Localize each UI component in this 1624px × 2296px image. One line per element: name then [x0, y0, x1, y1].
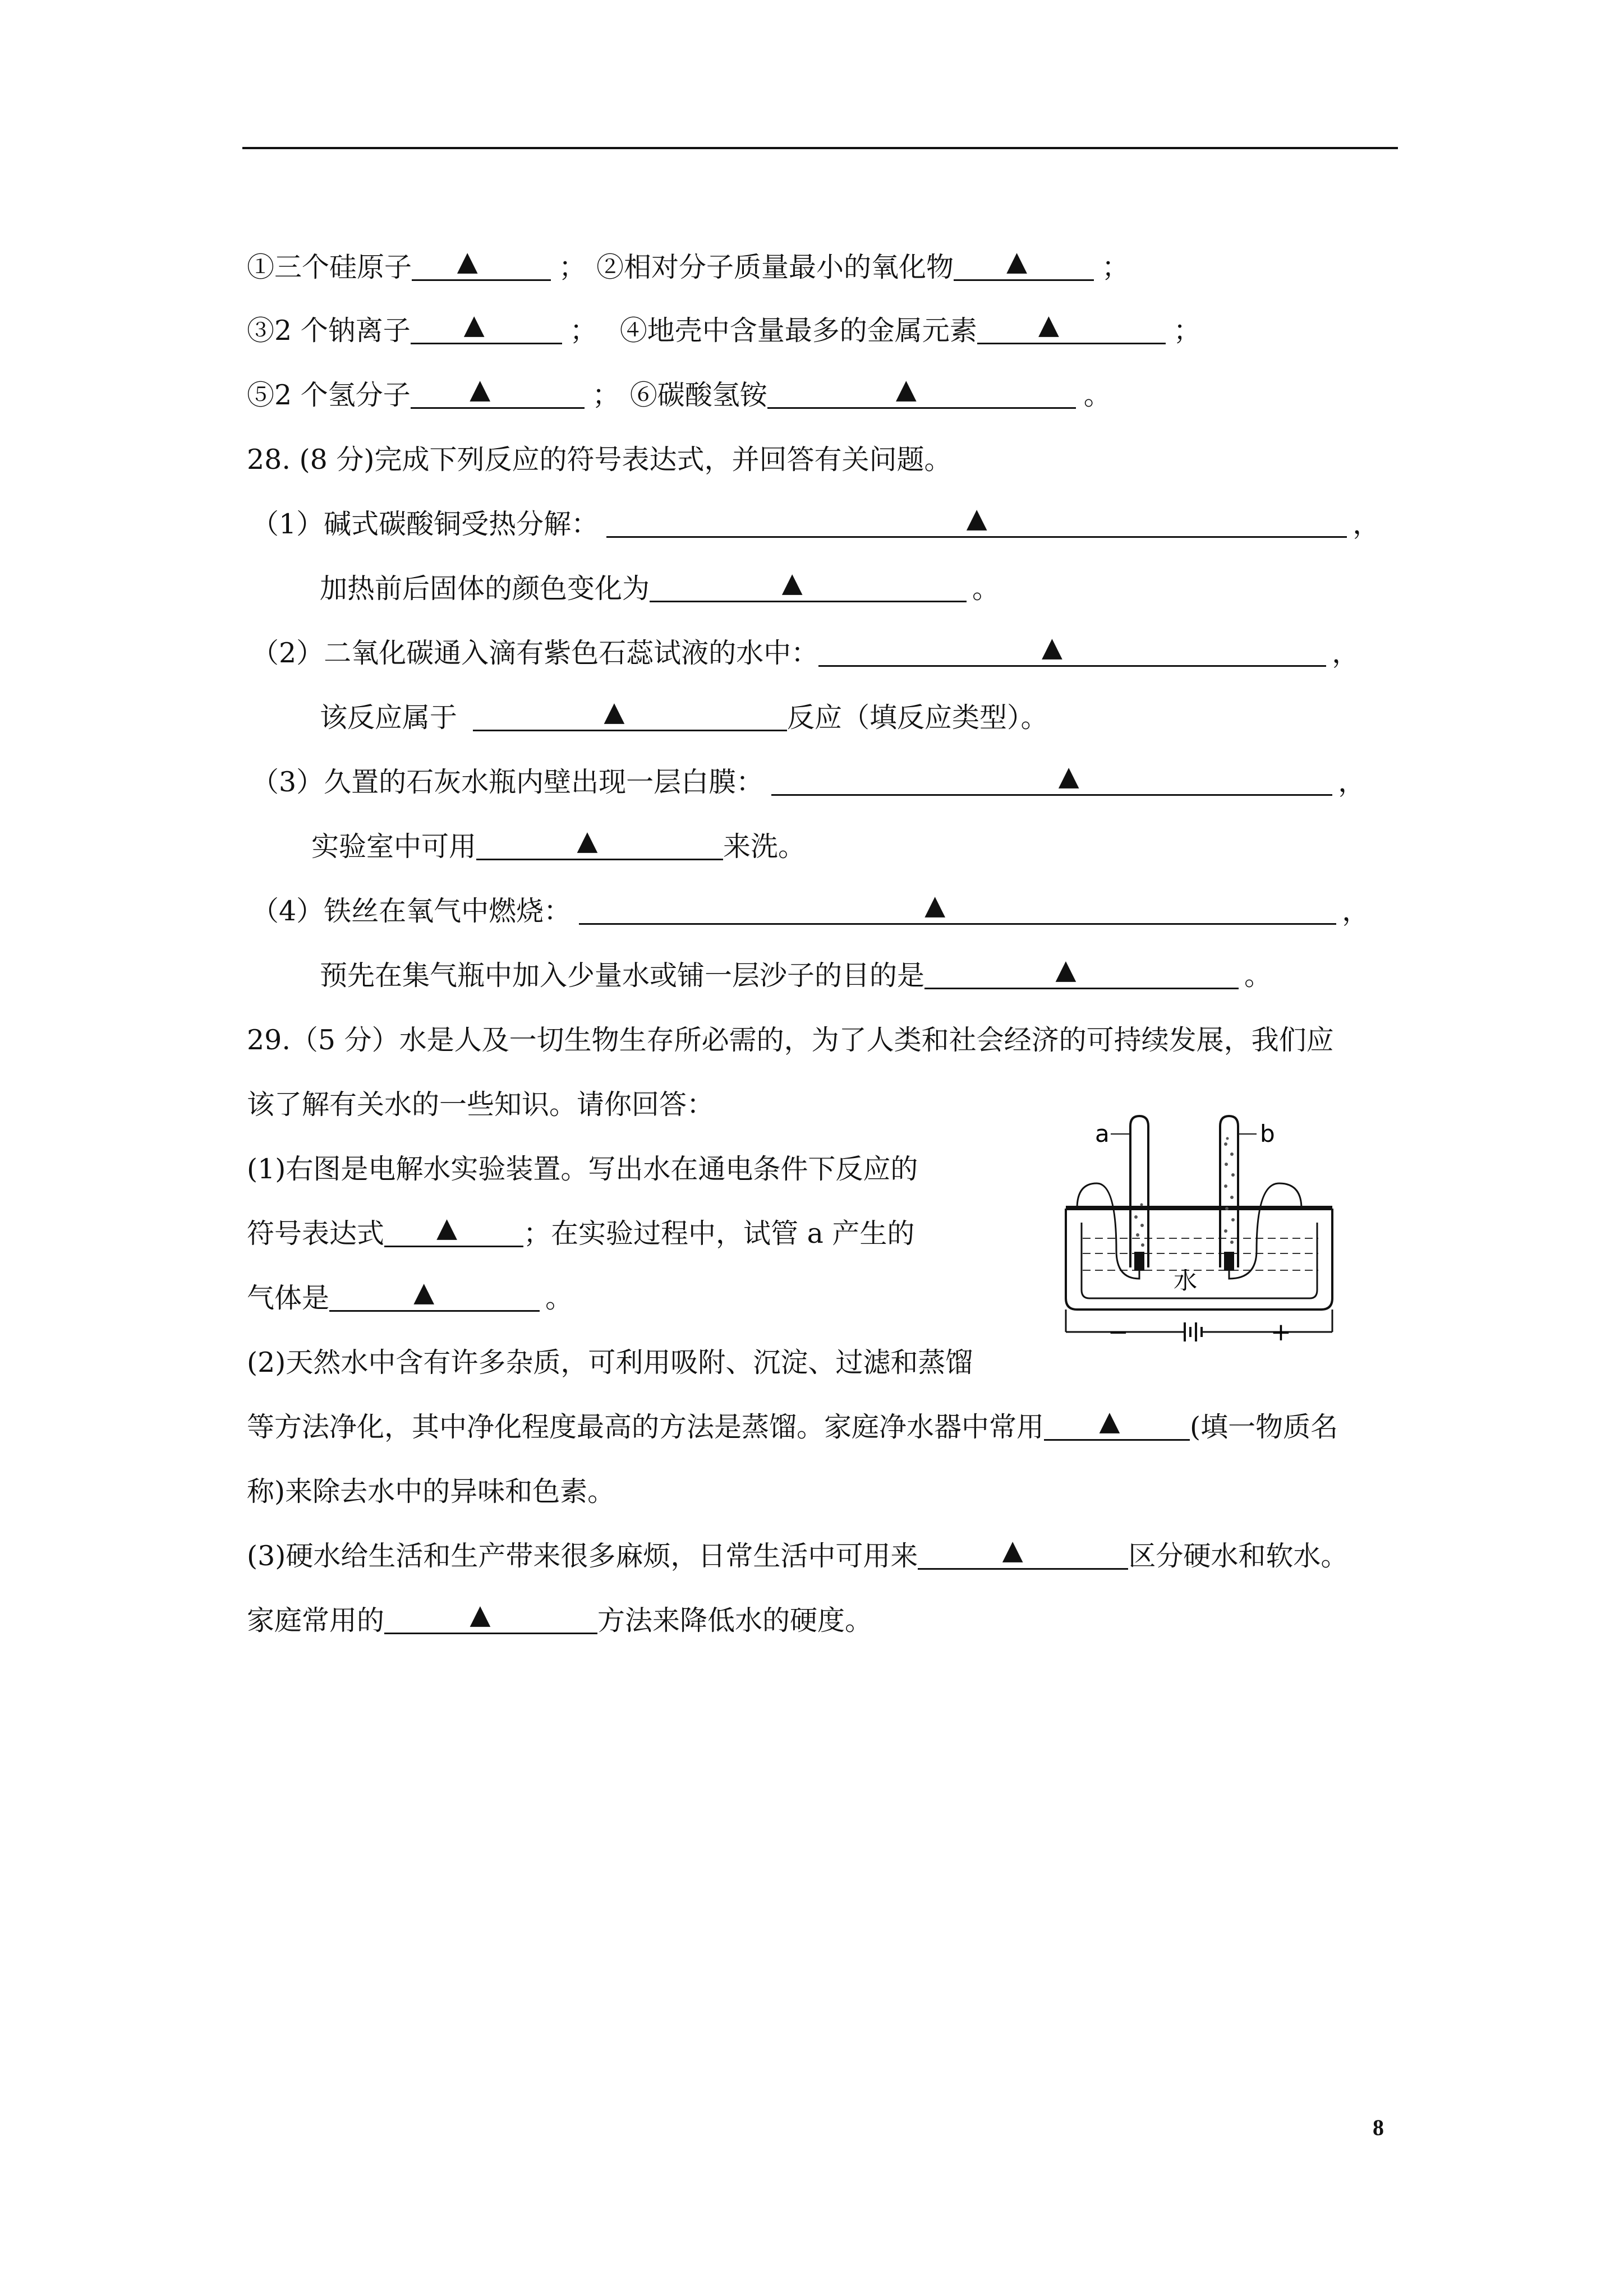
- answer-blank[interactable]: [771, 760, 1332, 796]
- q27-item-6: ⑥碳酸氢铵: [629, 379, 767, 411]
- minus-terminal-label: −: [1108, 1318, 1129, 1347]
- blank-triangle-icon: ▲: [895, 374, 917, 405]
- blank-triangle-icon: ▲: [470, 1599, 491, 1630]
- blank-triangle-icon: ▲: [1042, 631, 1062, 663]
- answer-blank[interactable]: [918, 1534, 1128, 1570]
- q28-part-3b: 实验室中可用 ▲ 来洗。: [311, 825, 806, 863]
- answer-blank[interactable]: [1044, 1405, 1190, 1441]
- answer-blank[interactable]: [384, 1599, 597, 1634]
- blank-triangle-icon: ▲: [966, 502, 987, 534]
- q29-part-3a: (3)硬水给生活和生产带来很多麻烦，日常生活中可用来 ▲ 区分硬水和软水。: [247, 1534, 1349, 1572]
- q27-item-5: ⑤2 个氢分子: [247, 379, 411, 411]
- q27-item-1: ①三个硅原子: [247, 251, 412, 283]
- answer-blank[interactable]: [818, 631, 1326, 667]
- blank-triangle-icon: ▲: [457, 246, 478, 277]
- q29-title-2: 该了解有关水的一些知识。请你回答：: [247, 1089, 715, 1121]
- tube-b-label: b: [1260, 1120, 1275, 1147]
- q29-title-1: 29.（5 分）水是人及一切生物生存所必需的，为了人类和社会经济的可持续发展，我们应: [247, 1024, 1334, 1056]
- water-trough: [1066, 1209, 1332, 1310]
- answer-blank[interactable]: [767, 374, 1076, 409]
- q28-part-1b: 加热前后固体的颜色变化为 ▲ 。: [320, 567, 1000, 605]
- answer-blank[interactable]: [476, 825, 723, 860]
- answer-blank[interactable]: [606, 502, 1347, 538]
- blank-triangle-icon: ▲: [1002, 1534, 1023, 1566]
- q27-item-2: ②相对分子质量最小的氧化物: [596, 251, 954, 283]
- battery-icon: [1185, 1322, 1202, 1341]
- q27-item-4: ④地壳中含量最多的金属元素: [619, 315, 977, 347]
- page-number: 8: [1373, 2115, 1384, 2140]
- q28-title: 28. (8 分)完成下列反应的符号表达式，并回答有关问题。: [247, 444, 952, 476]
- electrode-a: [1134, 1252, 1144, 1271]
- blank-triangle-icon: ▲: [781, 567, 803, 598]
- q28-part-1: （1）碱式碳酸铜受热分解： ▲ ，: [251, 502, 1381, 540]
- blank-triangle-icon: ▲: [436, 1212, 458, 1243]
- q28-part-4: （4）铁丝在氧气中燃烧： ▲ ，: [251, 889, 1370, 927]
- answer-blank[interactable]: [650, 567, 967, 602]
- q29-part-1c: 气体是 ▲ 。: [247, 1276, 573, 1314]
- blank-triangle-icon: ▲: [924, 889, 946, 921]
- q29-part-3b: 家庭常用的 ▲ 方法来降低水的硬度。: [247, 1599, 873, 1636]
- answer-blank[interactable]: [411, 309, 562, 344]
- electrolysis-apparatus-figure: [1055, 1110, 1352, 1352]
- blank-triangle-icon: ▲: [1055, 954, 1076, 985]
- answer-blank[interactable]: [412, 246, 551, 281]
- answer-blank[interactable]: [411, 374, 585, 409]
- answer-blank[interactable]: [924, 954, 1239, 989]
- blank-triangle-icon: ▲: [470, 374, 491, 405]
- blank-triangle-icon: ▲: [604, 696, 625, 727]
- tube-a-label: a: [1095, 1120, 1110, 1147]
- q27-item-3: ③2 个钠离子: [247, 315, 411, 347]
- answer-blank[interactable]: [977, 309, 1166, 344]
- plus-terminal-label: +: [1271, 1318, 1291, 1347]
- blank-triangle-icon: ▲: [1058, 760, 1079, 792]
- q29-part-2b: 等方法净化，其中净化程度最高的方法是蒸馏。家庭净水器中常用 ▲ (填一物质名: [247, 1405, 1338, 1443]
- q28-part-2: （2）二氧化碳通入滴有紫色石蕊试液的水中： ▲ ，: [251, 631, 1360, 669]
- water-label: 水: [1174, 1267, 1198, 1294]
- header-rule: [242, 147, 1398, 149]
- answer-blank[interactable]: [579, 889, 1336, 925]
- q29-part-1a: (1)右图是电解水实验装置。写出水在通电条件下反应的: [247, 1153, 918, 1185]
- answer-blank[interactable]: [329, 1276, 540, 1312]
- blank-triangle-icon: ▲: [1099, 1405, 1120, 1437]
- blank-triangle-icon: ▲: [463, 309, 485, 340]
- q27-line-2: ③2 个钠离子 ▲ ； ④地壳中含量最多的金属元素 ▲ ；: [247, 309, 1201, 347]
- blank-triangle-icon: ▲: [413, 1276, 435, 1308]
- test-tube-a: [1130, 1116, 1148, 1267]
- test-tube-b: [1220, 1116, 1238, 1267]
- electrode-b: [1224, 1252, 1234, 1271]
- q28-part-3: （3）久置的石灰水瓶内壁出现一层白膜： ▲ ，: [251, 760, 1366, 798]
- q29-part-2a: (2)天然水中含有许多杂质，可利用吸附、沉淀、过滤和蒸馏: [247, 1347, 973, 1378]
- blank-triangle-icon: ▲: [1006, 246, 1028, 277]
- answer-blank[interactable]: [954, 246, 1094, 281]
- answer-blank[interactable]: [473, 696, 787, 731]
- blank-triangle-icon: ▲: [577, 825, 598, 856]
- answer-blank[interactable]: [384, 1212, 523, 1247]
- q28-part-4b: 预先在集气瓶中加入少量水或铺一层沙子的目的是 ▲ 。: [320, 954, 1272, 992]
- q29-part-2c: 称)来除去水中的异味和色素。: [247, 1476, 615, 1507]
- blank-triangle-icon: ▲: [1038, 309, 1059, 340]
- q29-part-1b: 符号表达式 ▲ ；在实验过程中，试管 a 产生的: [247, 1212, 915, 1250]
- q28-part-2b: 该反应属于 ▲ 反应（填反应类型）。: [320, 696, 1048, 734]
- q27-line-1: ①三个硅原子 ▲ ； ②相对分子质量最小的氧化物 ▲ ；: [247, 246, 1130, 283]
- q27-line-3: ⑤2 个氢分子 ▲ ； ⑥碳酸氢铵 ▲ 。: [247, 374, 1111, 411]
